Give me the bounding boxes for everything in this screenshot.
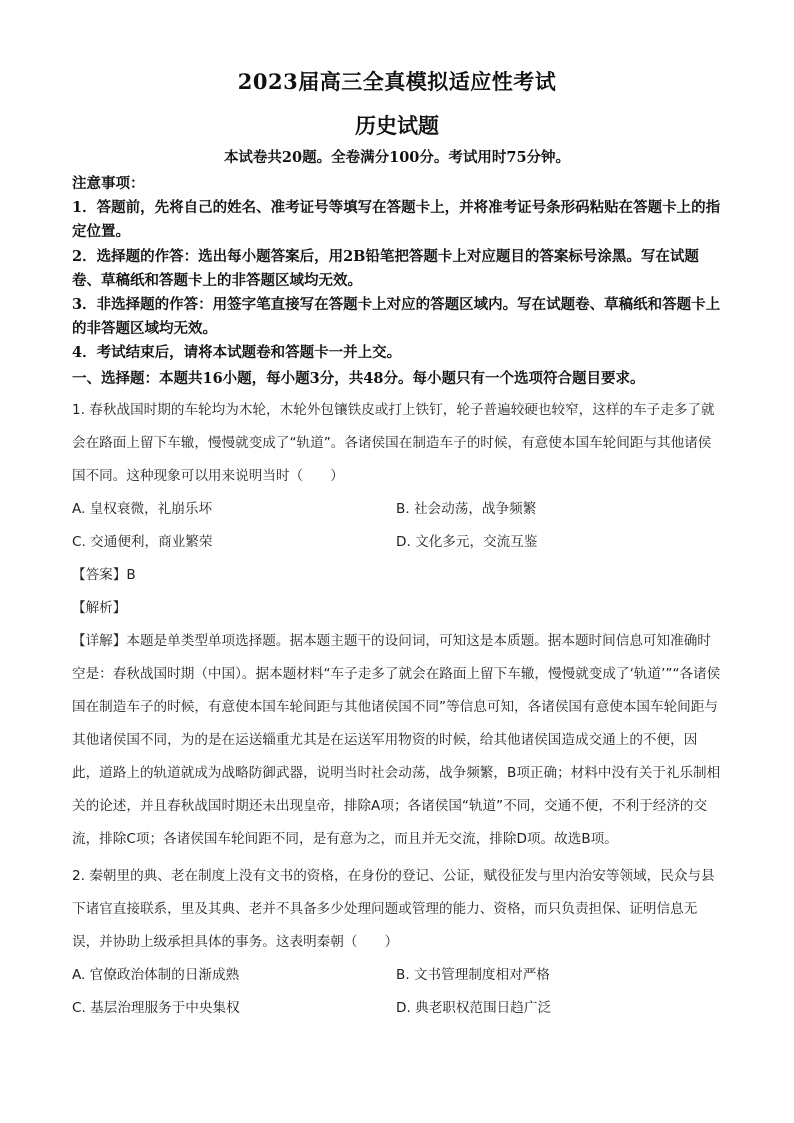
note-item-3: 3．非选择题的作答：用签字笔直接写在答题卡上对应的答题区域内。写在试题卷、草稿纸和答题卡上的非答题区域均无效。 [72, 296, 721, 338]
note-item-4: 4．考试结束后，请将本试题卷和答题卡一并上交。 [72, 344, 402, 362]
question-1-options-row-2 [72, 526, 722, 559]
question-2 [72, 860, 722, 1025]
subject-title: 历史试题 [355, 113, 439, 138]
exam-title: 2023届高三全真模拟适应性考试 [237, 69, 557, 94]
question-2-option-a: A. 官僚政治体制的日渐成熟 [72, 967, 240, 983]
question-2-options-row-1 [72, 959, 722, 992]
notes-heading: 注意事项： [72, 175, 145, 192]
question-1-option-a: A. 皇权衰微，礼崩乐坏 [72, 501, 213, 517]
answer-line [72, 559, 722, 592]
detail-tag: 【详解】 [72, 633, 127, 649]
answer-value: B [126, 567, 136, 583]
detail-text: 本题是单类型单项选择题。据本题主题干的设问词，可知这是本质题。据本题时间信息可知准确时空是：春秋战国时期（中国）。据本题材料“车子走多了就会在路面上留下车辙，慢慢就变成了‘轨道’”“各诸侯国在制造车子的时候，有意使本国车轮间距与其他诸侯国不同”等信息可知，各诸侯国有意使本国车轮间距与其他诸侯国不同，为的是在运送辎重尤其是在运送军用物资的时候，给其他诸侯国造成交通上的不便，因此，道路上的轨道就成为战略防御武器，说明当时社会动荡，战争频繁，B项正确；材料中没有关于礼乐制相关的论述，并且春秋战国时期还未出现皇帝，排除A项；各诸侯国“轨道”不同，交通不便，不利于经济的交流，排除C项；各诸侯国车轮间距不同，是有意为之，而且并无交流，排除D项。故选B项。 [72, 633, 721, 847]
question-1-options-row-1 [72, 493, 722, 526]
section-heading: 一、选择题：本题共16小题，每小题3分，共48分。每小题只有一个选项符合题目要求。 [72, 370, 645, 387]
question-2-option-c: C. 基层治理服务于中央集权 [72, 1000, 240, 1016]
detail-paragraph [72, 625, 722, 856]
question-1-option-c: C. 交通便利，商业繁荣 [72, 534, 213, 550]
question-2-stem: 2. 秦朝里的典、老在制度上没有文书的资格，在身份的登记、公证，赋役征发与里内治安等领域，民众与县下诸官直接联系，里及其典、老并不具备多少处理问题或管理的能力、资格，而只负责担保、证明信息无误，并协助上级承担具体的事务。这表明秦朝（ ） [72, 868, 715, 950]
question-1-option-d: D. 文化多元，交流互鉴 [396, 534, 538, 550]
note-item-1: 1．答题前，先将自己的姓名、准考证号等填写在答题卡上，并将准考证号条形码粘贴在答题卡上的指定位置。 [72, 199, 721, 241]
notes-section [72, 172, 722, 366]
question-1-stem: 1. 春秋战国时期的车轮均为木轮，木轮外包镶铁皮或打上铁钉，轮子普遍较硬也较窄，这样的车子走多了就会在路面上留下车辙，慢慢就变成了“轨道”。各诸侯国在制造车子的时候，有意使本国车轮间距与其他诸侯国不同。这种现象可以用来说明当时（ ） [72, 402, 715, 484]
exam-info: 本试卷共20题。全卷满分100分。考试用时75分钟。 [223, 149, 571, 166]
question-2-options-row-2 [72, 992, 722, 1025]
analysis-tag: 【解析】 [72, 600, 127, 616]
question-1-option-b: B. 社会动荡，战争频繁 [396, 501, 537, 517]
question-1 [72, 394, 722, 856]
note-item-2: 2．选择题的作答：选出每小题答案后，用2B铅笔把答题卡上对应题目的答案标号涂黑。写在试题卷、草稿纸和答题卡上的非答题区域均无效。 [72, 247, 699, 289]
question-2-option-d: D. 典老职权范围日趋广泛 [396, 1000, 552, 1016]
question-2-option-b: B. 文书管理制度相对严格 [396, 967, 550, 983]
answer-tag: 【答案】 [72, 567, 127, 583]
